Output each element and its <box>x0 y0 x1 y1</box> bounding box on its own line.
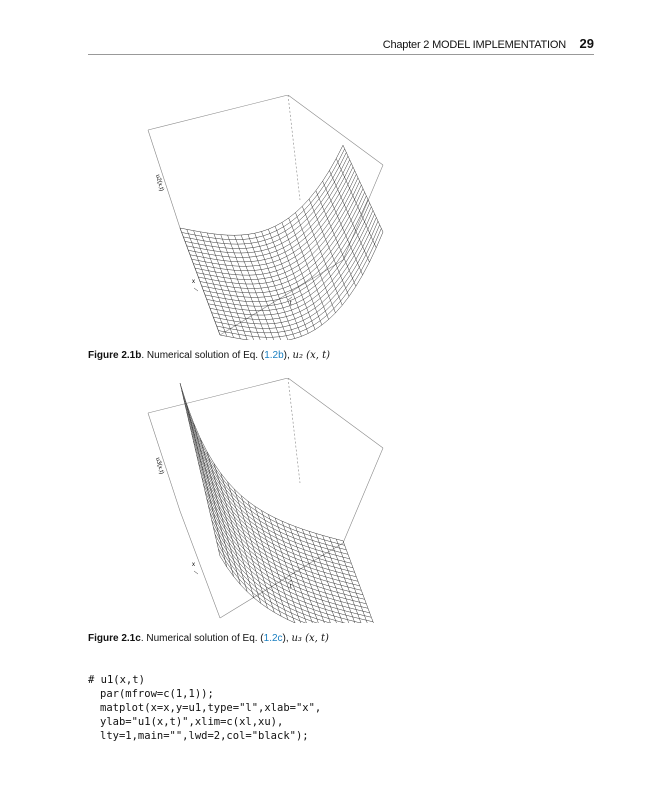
code-line: matplot(x=x,y=u1,type="l",xlab="x", <box>100 702 322 714</box>
mesh-line <box>343 145 383 232</box>
mesh-line <box>205 199 368 301</box>
t-axis-label: t <box>290 584 292 590</box>
figure-caption <box>88 350 330 361</box>
code-line: par(mfrow=c(1,1)); <box>100 688 214 700</box>
code-line: lty=1,main="",lwd=2,col="black"); <box>100 730 309 742</box>
mesh-line <box>183 397 346 549</box>
mesh-line <box>214 234 254 340</box>
z-axis-label: u2(x,t) <box>154 173 165 192</box>
mesh-line <box>282 521 322 623</box>
mesh-line <box>200 439 240 585</box>
running-header <box>88 36 594 55</box>
code-line: ylab="u1(x,t)",xlim=c(xl,xu), <box>100 716 284 728</box>
mesh-line <box>268 514 308 623</box>
code-line: # u1(x,t) <box>88 674 145 686</box>
surface-mesh-u3 <box>180 383 383 623</box>
mesh-line <box>193 441 356 577</box>
mesh-line <box>217 225 380 333</box>
mesh-line <box>210 210 373 315</box>
code-block <box>88 673 321 743</box>
mesh-line <box>262 232 302 337</box>
caption-text: . Numerical solution of Eq. ( <box>141 350 265 361</box>
mesh-line <box>329 537 369 623</box>
plot-box <box>148 95 383 335</box>
caption-math: u₂ (x, t) <box>292 350 330 361</box>
mesh-line <box>198 185 361 284</box>
mesh-line <box>207 452 247 592</box>
caption-text-after: ), <box>283 350 293 361</box>
x-axis-label: x <box>192 562 195 568</box>
caption-text: . Numerical solution of Eq. ( <box>140 633 264 644</box>
caption-text-after: ), <box>282 633 292 644</box>
figure-caption <box>88 633 329 644</box>
figure-label: Figure 2.1b <box>88 350 142 361</box>
surface-plot-u3 <box>140 378 390 623</box>
caption-math: u₃ (x, t) <box>291 633 329 644</box>
equation-link[interactable]: 1.2b <box>264 350 284 361</box>
mesh-line <box>221 235 261 340</box>
surface-plot-u2 <box>140 95 390 340</box>
mesh-line <box>182 390 345 545</box>
mesh-line <box>221 473 261 603</box>
t-axis-label: t <box>290 301 292 307</box>
mesh-line <box>329 170 369 262</box>
mesh-line <box>180 383 343 541</box>
mesh-line <box>289 218 329 319</box>
mesh-line <box>185 405 348 555</box>
mesh-line <box>343 541 383 623</box>
figure-label: Figure 2.1c <box>88 633 141 644</box>
mesh-line <box>316 191 356 287</box>
chapter-title: Chapter 2 MODEL IMPLEMENTATION <box>382 39 566 51</box>
mesh-line <box>194 423 234 577</box>
mesh-line <box>262 511 302 623</box>
surface-mesh-u2 <box>180 145 383 340</box>
mesh-line <box>255 506 295 623</box>
equation-link[interactable]: 1.2c <box>263 633 283 644</box>
mesh-line <box>336 159 376 248</box>
page-number: 29 <box>579 36 594 51</box>
mesh-line <box>190 426 353 568</box>
mesh-line <box>275 226 315 329</box>
x-axis-label: x <box>192 279 195 285</box>
mesh-line <box>192 433 355 572</box>
z-axis-label: u3(x,t) <box>154 456 165 475</box>
plot-box <box>148 378 383 618</box>
